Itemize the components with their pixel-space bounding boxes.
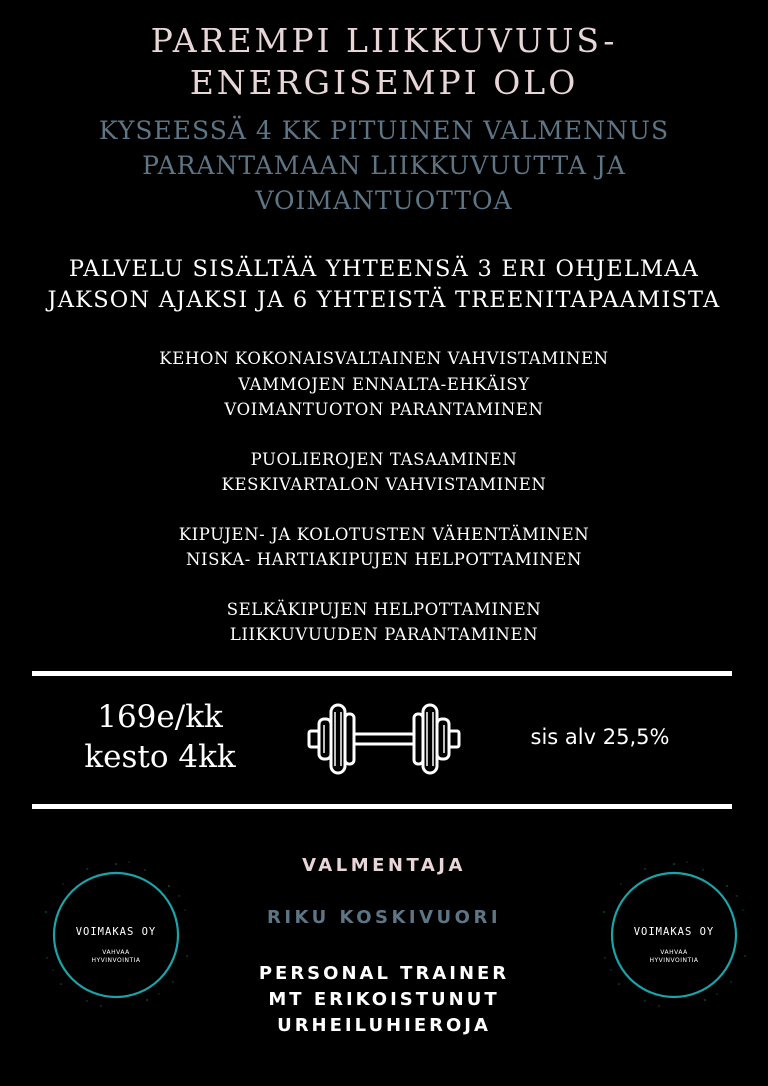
price-duration: kesto 4kk: [84, 739, 236, 775]
benefit-item: KEHON KOKONAISVALTAINEN VAHVISTAMINEN: [159, 349, 609, 368]
benefit-item: VAMMOJEN ENNALTA-EHKÄISY: [238, 374, 530, 394]
logo-tagline-line: VAHVAA: [660, 949, 688, 956]
benefit-group: [0, 346, 768, 423]
coach-roles: [0, 961, 768, 1039]
benefit-item: KIPUJEN- JA KOLOTUSTEN VÄHENTÄMINEN: [178, 524, 590, 544]
title-line: ENERGISEMPI OLO: [189, 63, 579, 102]
logo-tagline-line: HYVINVOINTIA: [91, 957, 141, 964]
vat-note: sis alv 25,5%: [530, 725, 670, 749]
price-block: [40, 697, 280, 777]
benefit-item: LIIKKUVUUDEN PARANTAMINEN: [229, 625, 539, 644]
logo-tagline-line: HYVINVOINTIA: [649, 957, 699, 964]
benefit-item: PUOLIEROJEN TASAAMINEN: [250, 449, 518, 469]
logo-name: VOIMAKAS OY: [633, 926, 715, 938]
title-line: PAREMPI LIIKKUVUUS-: [150, 21, 618, 60]
coach-name: RIKU KOSKIVUORI: [266, 907, 502, 928]
coach-role: URHEILUHIEROJA: [277, 1015, 491, 1036]
benefit-item: KESKIVARTALON VAHVISTAMINEN: [221, 475, 547, 494]
benefit-item: NISKA- HARTIAKIPUJEN HELPOTTAMINEN: [185, 550, 583, 569]
benefit-item: VOIMANTUOTON PARANTAMINEN: [224, 400, 544, 419]
benefit-group: [0, 447, 768, 498]
benefits-list: [0, 346, 768, 672]
coach-role: MT ERIKOISTUNUT: [268, 989, 500, 1010]
subtitle-line: VOIMANTUOTTOA: [255, 186, 513, 215]
logo-tagline-line: VAHVAA: [102, 949, 130, 956]
intro-line: PALVELU SISÄLTÄÄ YHTEENSÄ 3 ERI OHJELMAA: [68, 256, 700, 282]
logo-name: VOIMAKAS OY: [75, 926, 157, 938]
intro-line: JAKSON AJAKSI JA 6 YHTEISTÄ TREENITAPAAMISTA: [47, 287, 721, 313]
price-value: 169e/kk: [97, 699, 223, 735]
divider-bottom: [32, 804, 732, 809]
service-intro: [0, 254, 768, 316]
page-subtitle: [0, 113, 768, 218]
divider-top: [32, 671, 732, 676]
subtitle-line: KYSEESSÄ 4 KK PITUINEN VALMENNUS: [98, 116, 670, 145]
benefit-group: [0, 522, 768, 573]
benefit-item: SELKÄKIPUJEN HELPOTTAMINEN: [226, 599, 542, 619]
page-title: [0, 20, 768, 104]
subtitle-line: PARANTAMAAN LIIKKUVUUTTA JA: [142, 151, 626, 180]
benefit-group: [0, 597, 768, 648]
coach-label: VALMENTAJA: [302, 855, 466, 876]
dumbbell-icon: [306, 700, 462, 778]
coach-role: PERSONAL TRAINER: [258, 963, 510, 984]
